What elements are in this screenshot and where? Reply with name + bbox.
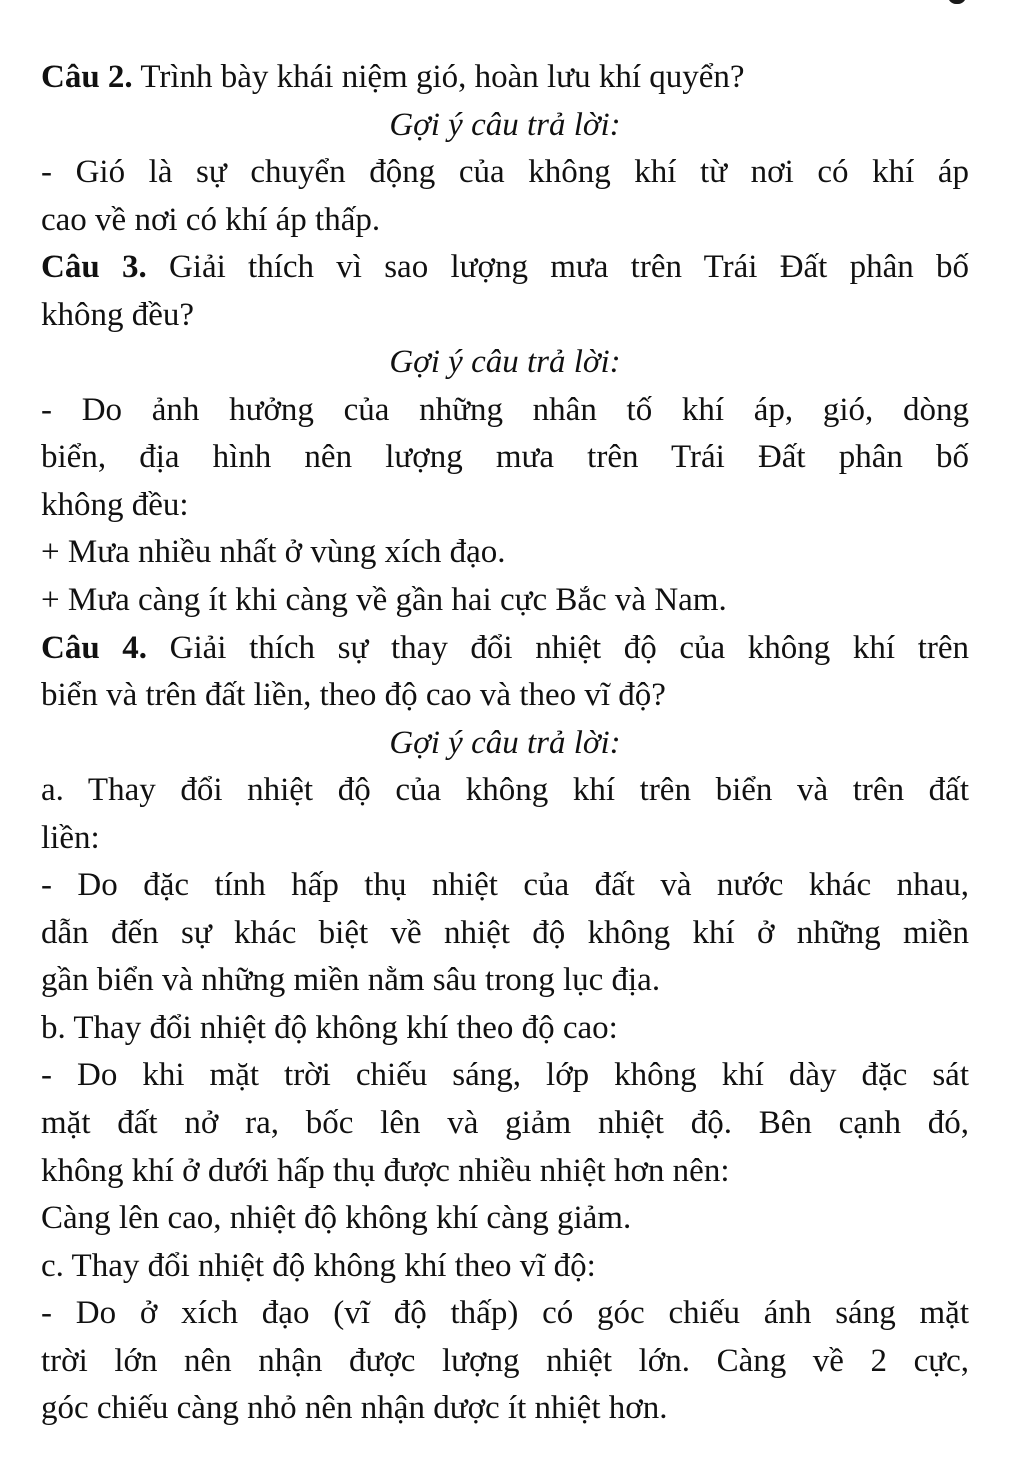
- answer-line: mặt đất nở ra, bốc lên và giảm nhiệt độ. Bên cạnh đó,: [41, 1105, 969, 1142]
- answer-line: - Do ảnh hưởng của những nhân tố khí áp, gió, dòng: [41, 391, 969, 428]
- answer-line: - Do ở xích đạo (vĩ độ thấp) có góc chiếu ánh sáng mặt: [41, 1295, 969, 1332]
- answer-line: a. Thay đổi nhiệt độ của không khí trên biển và trên đất: [41, 772, 969, 809]
- question-4-title: [41, 625, 969, 673]
- question-2-title: [41, 54, 969, 102]
- question-4-text: Giải thích sự thay đổi nhiệt độ của không khí trên: [147, 629, 969, 666]
- answer-line: - Gió là sự chuyển động của không khí từ nơi có khí áp: [41, 154, 969, 191]
- document-page: [41, 54, 969, 1433]
- answer-line: góc chiếu càng nhỏ nên nhận dược ít nhiệt hơn.: [41, 1390, 668, 1427]
- question-2-label: Câu 2.: [41, 59, 133, 95]
- answer-line: cao về nơi có khí áp thấp.: [41, 201, 381, 238]
- question-2-hint: Gợi ý câu trả lời:: [389, 106, 621, 143]
- question-4-title-cont: biển và trên đất liền, theo độ cao và theo vĩ độ?: [41, 677, 666, 714]
- question-3-label: Câu 3.: [41, 249, 147, 286]
- answer-line: biển, địa hình nên lượng mưa trên Trái Đất phân bố: [41, 439, 969, 476]
- corner-mark: [948, 0, 966, 4]
- question-3-title-cont: không đều?: [41, 296, 195, 333]
- answer-line: - Do khi mặt trời chiếu sáng, lớp không khí dày đặc sát: [41, 1057, 969, 1094]
- answer-line: - Do đặc tính hấp thụ nhiệt của đất và nước khác nhau,: [41, 867, 969, 904]
- answer-line: c. Thay đổi nhiệt độ không khí theo vĩ độ:: [41, 1247, 596, 1284]
- answer-line: dẫn đến sự khác biệt về nhiệt độ không khí ở những miền: [41, 914, 969, 951]
- question-4-label: Câu 4.: [41, 629, 148, 666]
- question-3-hint: Gợi ý câu trả lời:: [389, 344, 621, 381]
- answer-line: không khí ở dưới hấp thụ được nhiều nhiệt hơn nên:: [41, 1152, 730, 1189]
- question-2-text: Trình bày khái niệm gió, hoàn lưu khí quyển?: [132, 59, 745, 95]
- answer-line: không đều:: [41, 486, 189, 523]
- answer-line: b. Thay đổi nhiệt độ không khí theo độ cao:: [41, 1009, 618, 1046]
- answer-line: gần biển và những miền nằm sâu trong lục địa.: [41, 962, 661, 999]
- question-3-text: Giải thích vì sao lượng mưa trên Trái Đất phân bố: [146, 249, 970, 286]
- answer-line: liền:: [41, 819, 100, 856]
- question-3-title: [41, 244, 969, 292]
- answer-line: Càng lên cao, nhiệt độ không khí càng giảm.: [41, 1200, 632, 1237]
- answer-line: + Mưa nhiều nhất ở vùng xích đạo.: [41, 534, 506, 571]
- question-4-hint: Gợi ý câu trả lời:: [389, 724, 621, 761]
- answer-line: trời lớn nên nhận được lượng nhiệt lớn. Càng về 2 cực,: [41, 1342, 969, 1379]
- answer-line: + Mưa càng ít khi càng về gần hai cực Bắc và Nam.: [41, 582, 727, 619]
